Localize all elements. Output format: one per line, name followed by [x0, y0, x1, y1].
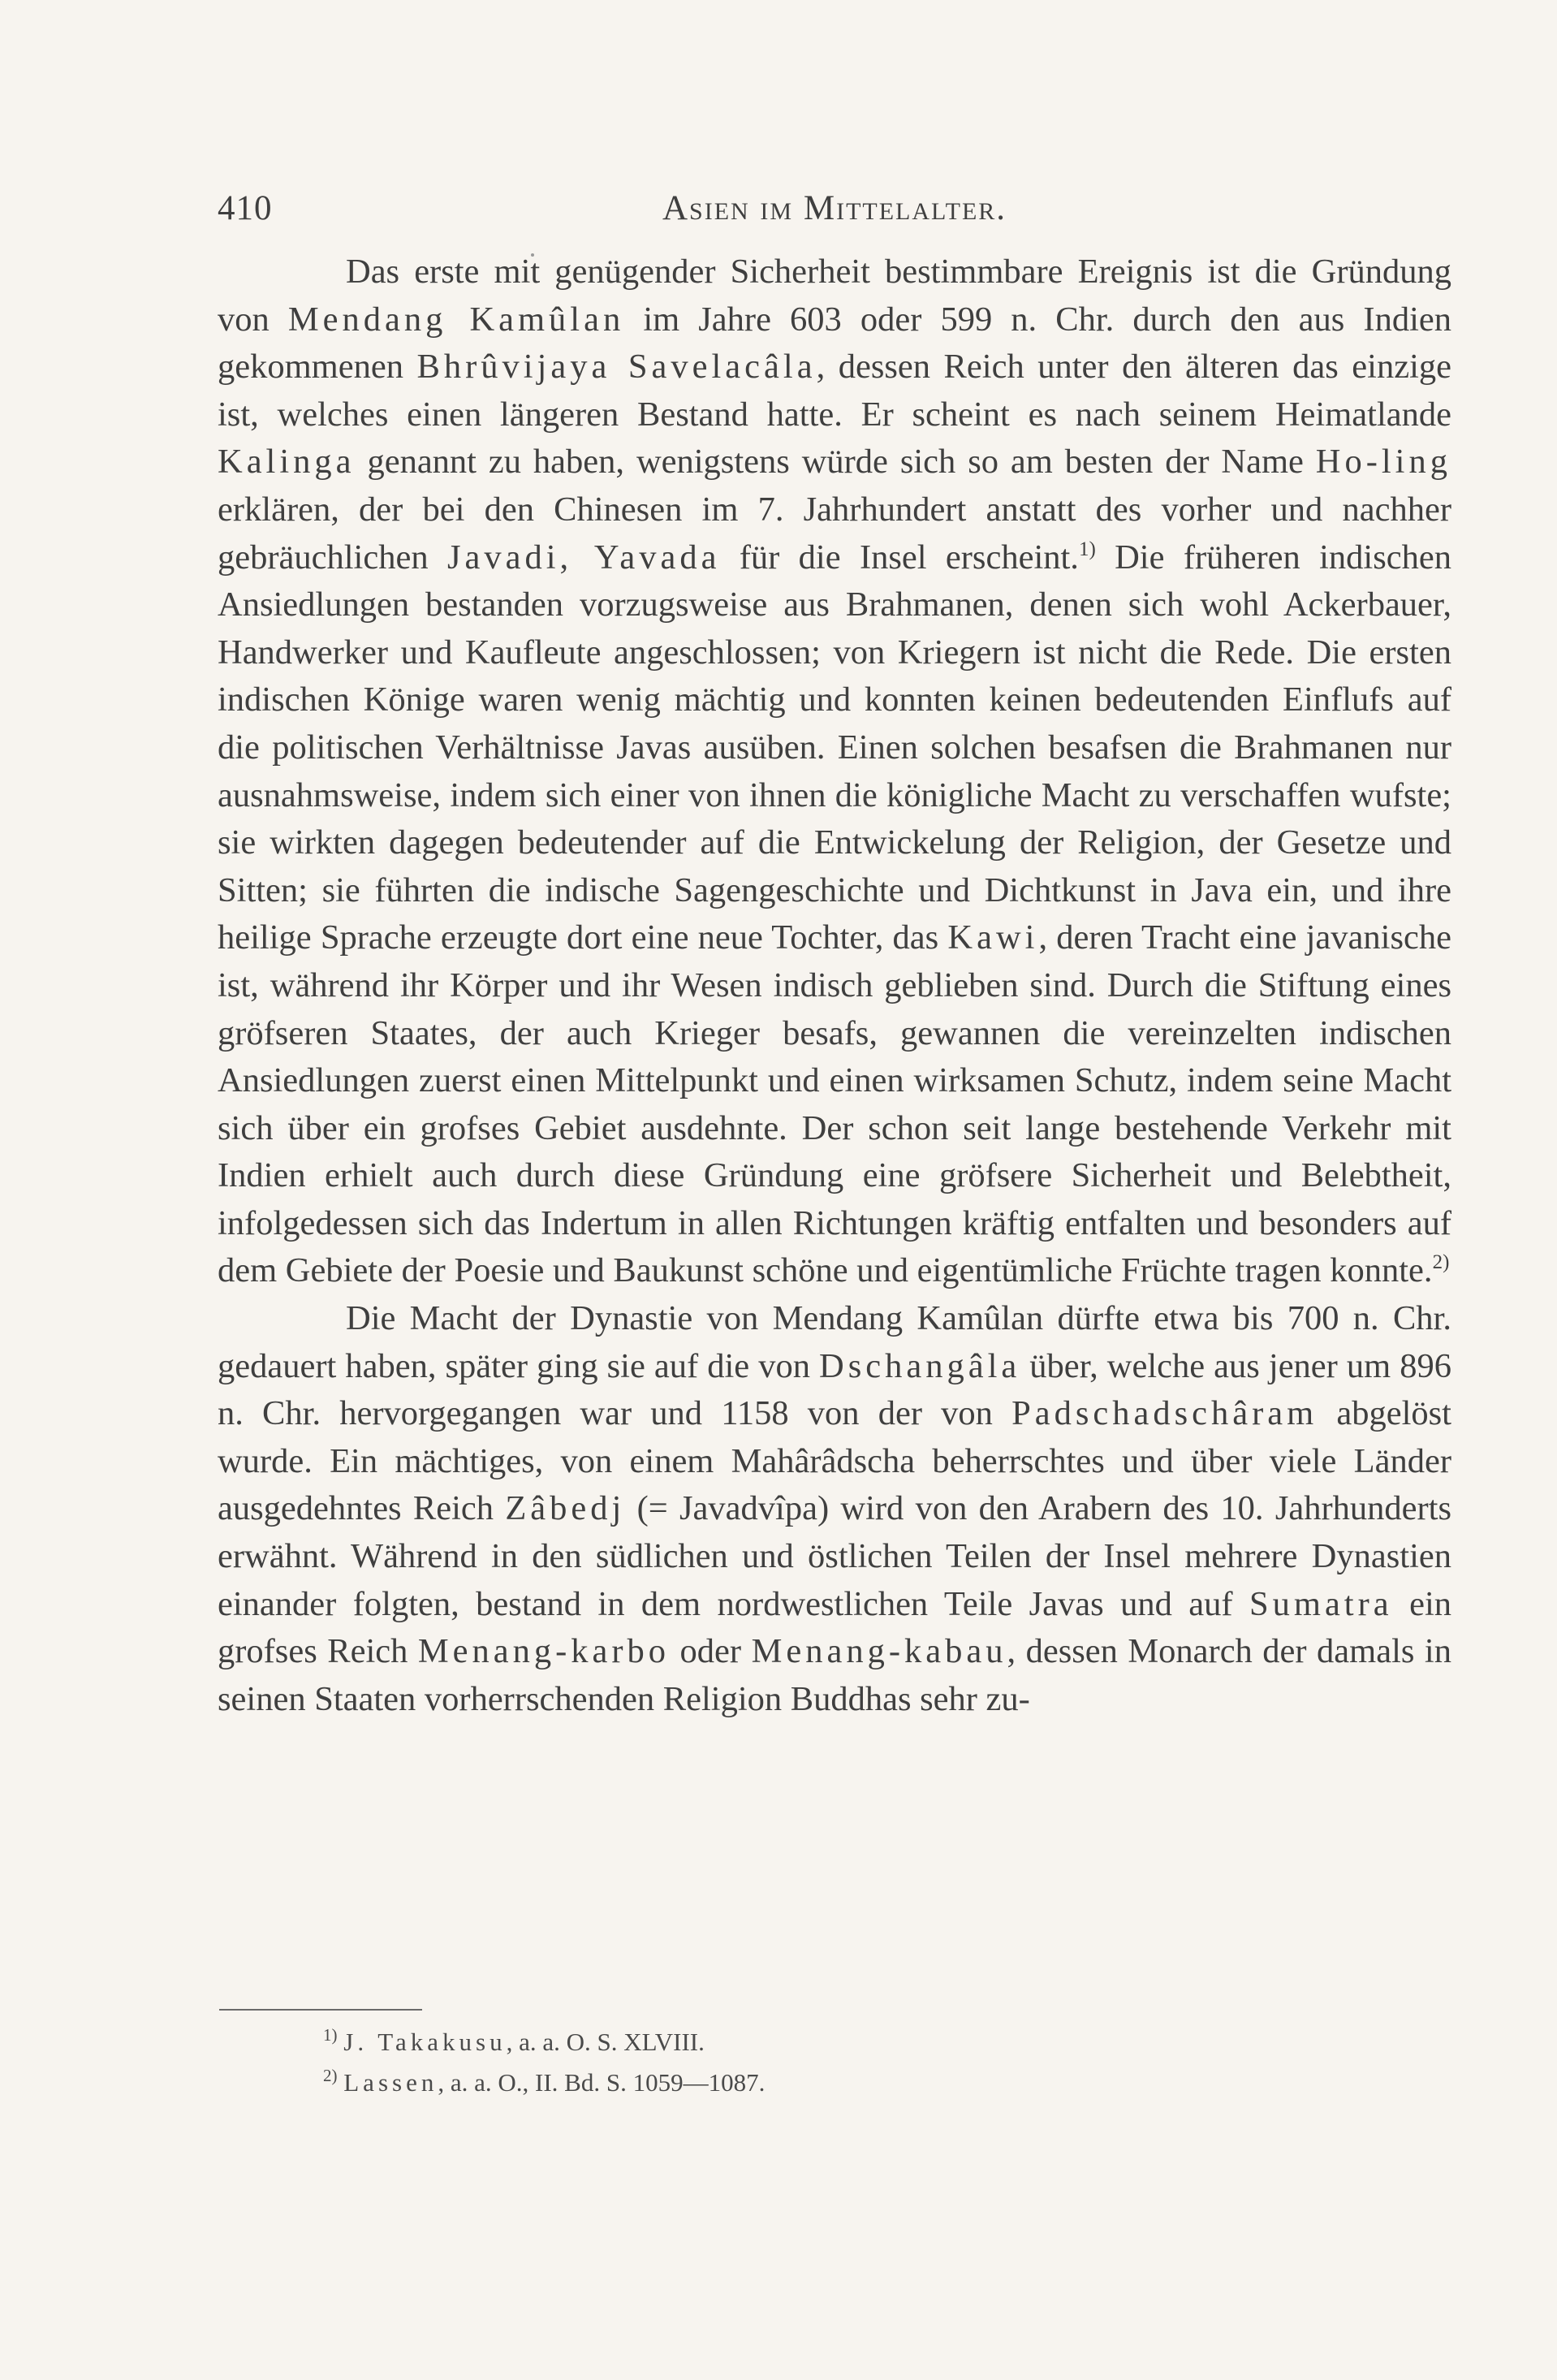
footnotes [323, 2022, 1297, 2103]
footnote-author: J. Takakusu [343, 2028, 507, 2056]
spaced-name: Ho-ling [1315, 443, 1451, 482]
paragraph-1 [218, 248, 1451, 1295]
footnote-reference: , a. a. O., II. Bd. S. 1059—1087. [438, 2068, 766, 2097]
text-run: Die Macht der Dynastie von Mendang Kamûlan dürfte etwa bis 700 n. Chr. gedauert haben, später ging sie auf die von [218, 1299, 1451, 1385]
spaced-name: Kawi [947, 918, 1039, 957]
body-text [218, 248, 1451, 1723]
text-run: , deren Tracht eine javanische ist, während ihr Körper und ihr Wesen indisch geblieben sind. Durch die Stiftung eines gröfseren Staates, der auch Krieger besafs, gewannen die vereinzelten indischen Ansiedlungen zuerst einen Mittelpunkt und einen wirksamen Schutz, indem seine Macht sich über ein grofses Gebiet ausdehnte. Der schon seit lange bestehende Verkehr mit Indien erhielt auch durch diese Gründung eine gröfsere Sicherheit und Belebtheit, infolgedessen sich das Indertum in allen Richtungen kräftig entfalten und besonders auf dem Gebiete der Poesie und Baukunst schöne und eigentümliche Früchte tragen konnte. [218, 918, 1451, 1290]
spaced-name: Mendang Kamûlan [287, 300, 625, 339]
spaced-name: Padschadschâram [1011, 1394, 1318, 1433]
text-run: abgelöst wurde. Ein mächtiges, von einem Mahârâdscha beherrschtes und über viele Länder ausgedehntes Reich [218, 1394, 1451, 1528]
spaced-name: Zâbedj [505, 1489, 626, 1528]
text-run: über, welche aus jener um 896 n. Chr. hervorgegangen war und 1158 von der von [218, 1346, 1451, 1433]
spaced-name: Sumatra [1249, 1584, 1393, 1623]
spaced-name: Dschangâla [819, 1346, 1021, 1385]
text-run: Das erste mit genügender Sicherheit bestimmbare Ereignis ist die Gründung von [218, 253, 1451, 339]
footnote-2 [323, 2063, 1297, 2103]
text-run: (= Javadvîpa) wird von den Arabern des 10. Jahrhunderts erwähnt. Während in den südlichen und östlichen Teilen der Insel mehrere Dynastien einander folgten, bestand in dem nordwestlichen Teile Javas und auf [218, 1489, 1451, 1623]
text-run: erklären, der bei den Chinesen im 7. Jahrhundert anstatt des vorher und nachher gebräuchlichen [218, 490, 1451, 577]
spaced-name: Javadi, Yavada [446, 538, 721, 577]
page-header [218, 188, 1451, 237]
footnote-reference: , a. a. O. S. XLVIII. [506, 2028, 705, 2056]
text-run: genannt zu haben, wenigstens würde sich so am besten der Name [355, 443, 1316, 482]
page-number: 410 [218, 189, 273, 227]
footnote-divider [219, 2009, 422, 2011]
footnote-ref-2[interactable]: 2) [1432, 1251, 1450, 1274]
footnote-mark: 2) [323, 2066, 338, 2085]
running-title: Asien im Mittelalter. [662, 189, 1007, 227]
spaced-name: Bhrûvijaya Savelacâla [416, 348, 817, 387]
footnote-mark: 1) [323, 2025, 338, 2045]
text-run: Die früheren indischen Ansiedlungen bestanden vorzugsweise aus Brahmanen, denen sich wohl Ackerbauer, Handwerker und Kaufleute angeschlossen; von Kriegern ist nicht die Rede. Die ersten indischen Könige waren wenig mächtig und konnten keinen bedeutenden Einflufs auf die politischen Verhältnisse Javas ausüben. Einen solchen besafsen die Brahmanen nur ausnahmsweise, indem sich einer von ihnen die königliche Macht zu verschaffen wufste; sie wirkten dagegen bedeutender auf die Entwickelung der Religion, der Gesetze und Sitten; sie führten die indische Sagengeschichte und Dichtkunst in Java ein, und ihre heilige Sprache erzeugte dort eine neue Tochter, das [218, 538, 1451, 957]
spaced-name: Kalinga [218, 443, 356, 482]
footnote-author: Lassen [343, 2068, 438, 2097]
footnote-1 [323, 2022, 1297, 2063]
paragraph-2 [218, 1295, 1451, 1723]
text-run: ein grofses Reich [218, 1584, 1451, 1671]
spaced-name: Menang-kabau [751, 1632, 1007, 1671]
text-run: oder [670, 1632, 752, 1671]
text-run: im Jahre 603 oder 599 n. Chr. durch den aus Indien gekommenen [218, 300, 1451, 387]
spaced-name: Menang-karbo [417, 1632, 671, 1671]
footnote-ref-1[interactable]: 1) [1078, 538, 1096, 560]
text-run: , dessen Reich unter den älteren das einzige ist, welches einen längeren Bestand hatte. Er scheint es nach seinem Heimatlande [218, 348, 1451, 434]
text-run: , dessen Monarch der damals in seinen Staaten vorherrschenden Religion Buddhas sehr zu- [218, 1632, 1451, 1718]
text-run: für die Insel erscheint. [720, 538, 1079, 577]
